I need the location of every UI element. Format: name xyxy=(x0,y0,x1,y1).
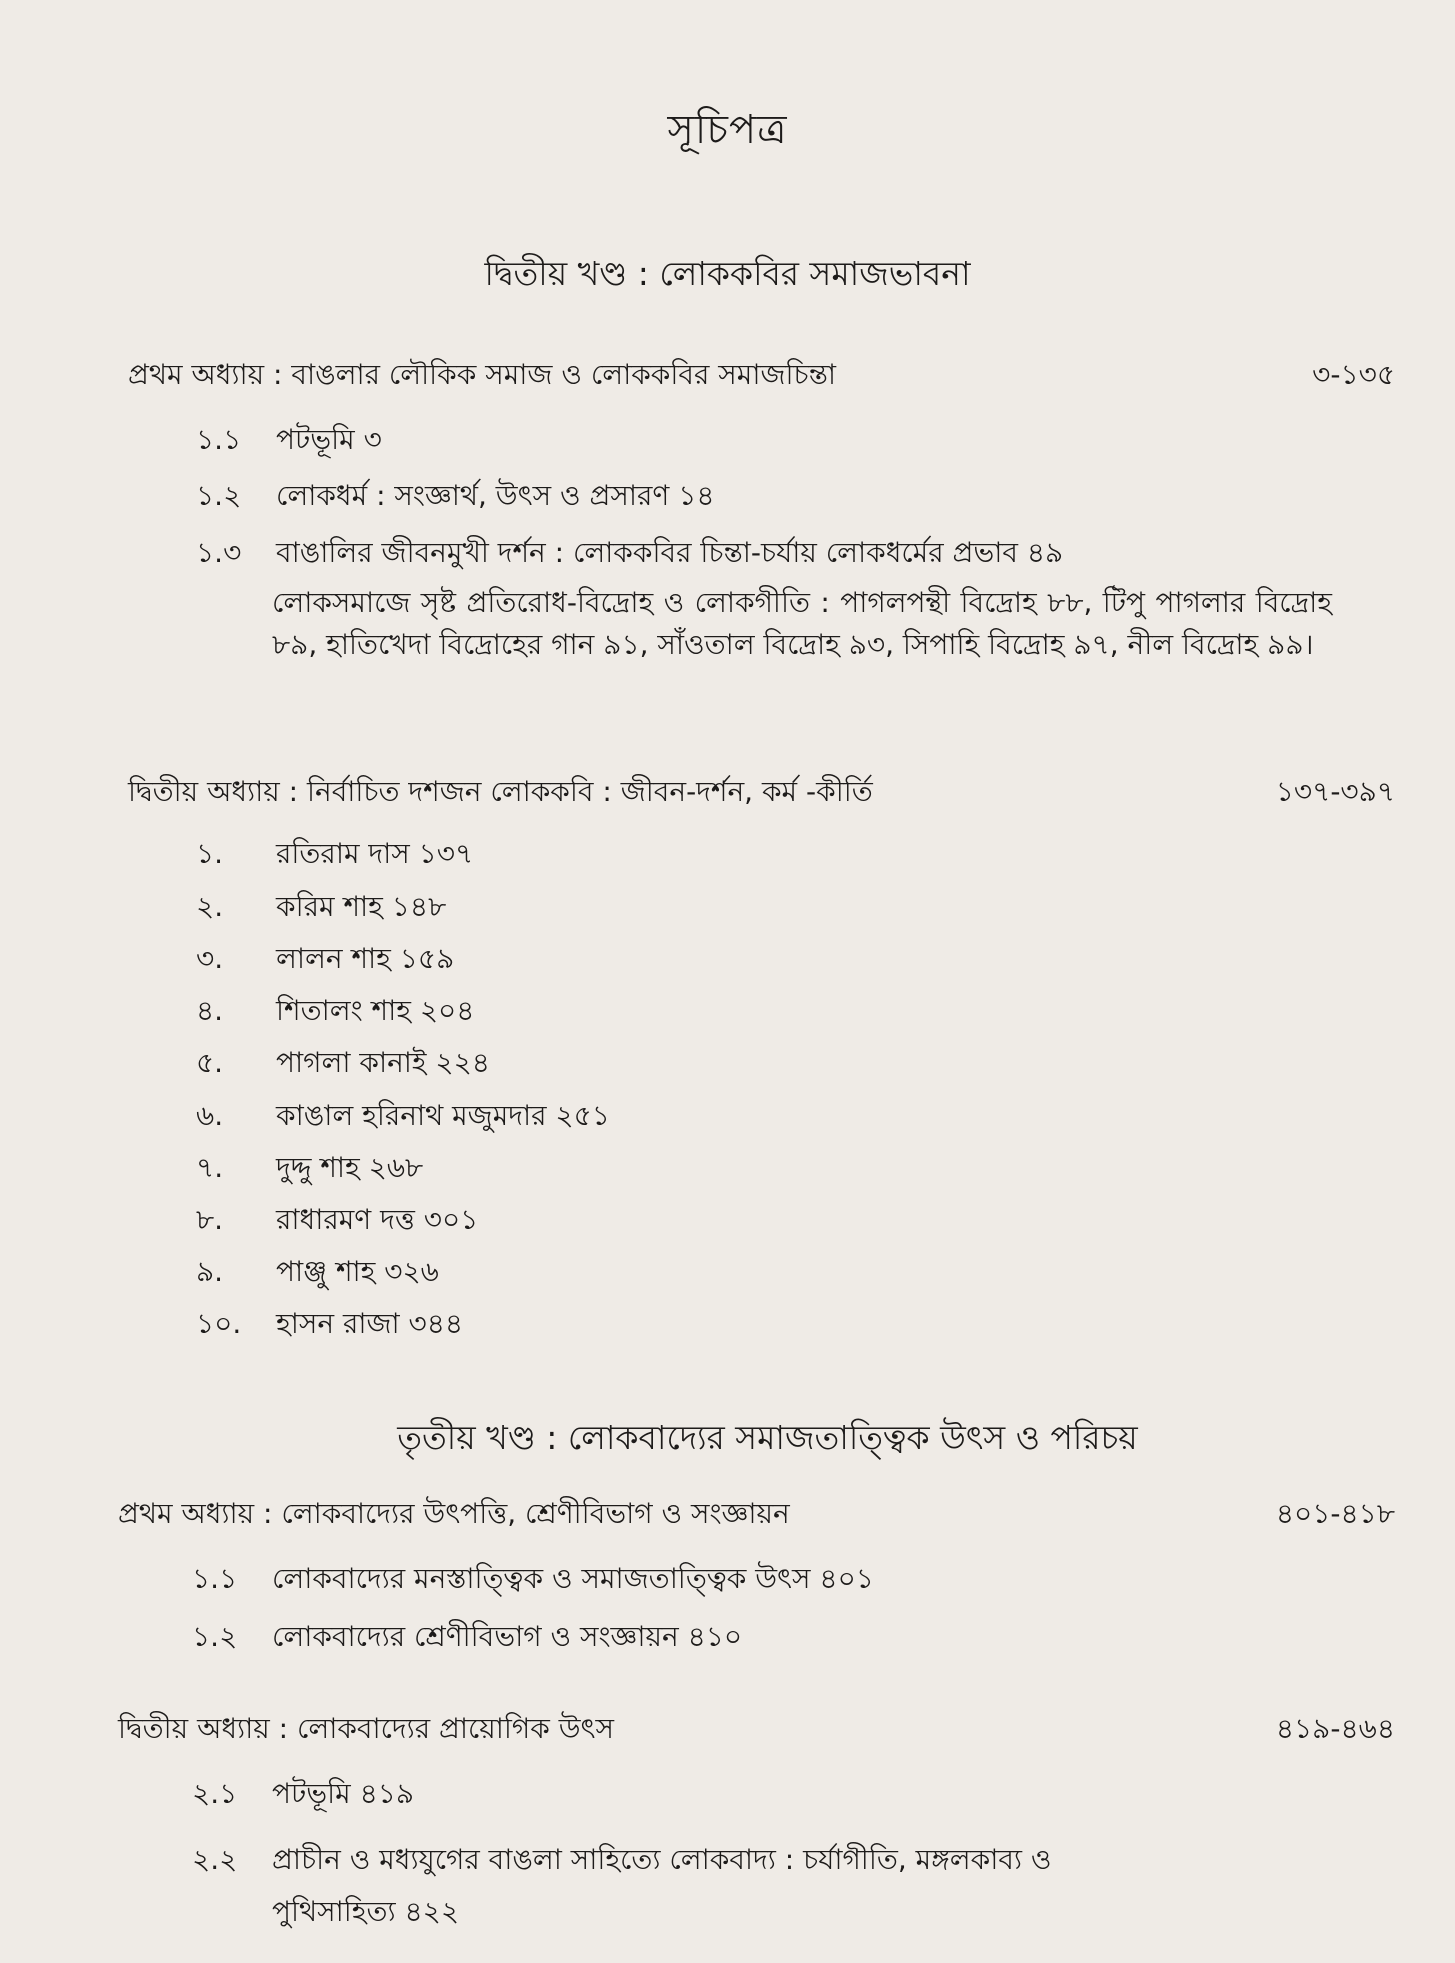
chapter-pages: ১৩৭-৩৯৭ xyxy=(1275,775,1395,808)
entry-number: ৮. xyxy=(196,1203,224,1236)
entry-text: পাঞ্জু শাহ ৩২৬ xyxy=(276,1255,439,1288)
chapter-pages: ৩-১৩৫ xyxy=(1312,358,1395,391)
entry-number: ২.১ xyxy=(192,1777,238,1810)
entry-number: ৩. xyxy=(196,942,224,975)
entry-number: ৫. xyxy=(196,1046,224,1079)
toc-entry-continuation xyxy=(272,1890,459,1937)
chapter-heading xyxy=(118,1492,1395,1539)
entry-number: ৯. xyxy=(196,1255,224,1288)
entry-number: ৪. xyxy=(196,994,224,1027)
entry-number: ১.৩ xyxy=(196,536,242,569)
entry-number: ৬. xyxy=(196,1099,224,1132)
entry-text: লোকবাদ্যের শ্রেণীবিভাগ ও সংজ্ঞায়ন ৪১০ xyxy=(272,1620,743,1653)
entry-text: হাসন রাজা ৩৪৪ xyxy=(276,1307,464,1340)
entry-text: লোকবাদ্যের মনস্তাত্ত্বিক ও সমাজতাত্ত্বিক উৎস ৪০১ xyxy=(272,1562,874,1595)
chapter-heading xyxy=(128,770,1395,817)
entry-number: ১. xyxy=(196,837,224,870)
chapter-title: দ্বিতীয় অধ্যায় : নির্বাচিত দশজন লোককবি : জীবন-দর্শন, কর্ম -কীর্তি xyxy=(128,775,873,808)
part-heading: তৃতীয় খণ্ড : লোকবাদ্যের সমাজতাত্ত্বিক উৎস ও পরিচয় xyxy=(397,1418,1138,1457)
chapter-title: প্রথম অধ্যায় : বাঙলার লৌকিক সমাজ ও লোককবির সমাজচিন্তা xyxy=(128,358,837,391)
chapter-title: দ্বিতীয় অধ্যায় : লোকবাদ্যের প্রায়োগিক উৎস xyxy=(118,1712,614,1745)
chapter-heading xyxy=(118,1707,1395,1754)
entry-number: ২. xyxy=(196,890,224,923)
entry-text: পটভূমি ৪১৯ xyxy=(272,1777,415,1810)
entry-text: লালন শাহ ১৫৯ xyxy=(276,942,455,975)
entry-paragraph: লোকসমাজে সৃষ্ট প্রতিরোধ-বিদ্রোহ ও লোকগীতি : পাগলপন্থী বিদ্রোহ ৮৮, টিপু পাগলার বিদ্রোহ ৮৯, হাতিখেদা বিদ্রোহের গান ৯১, সাঁওতাল বিদ্রোহ ৯৩, সিপাহি বিদ্রোহ ৯৭, নীল বিদ্রোহ ৯৯। xyxy=(272,586,1332,661)
entry-text: দুদ্দু শাহ ২৬৮ xyxy=(276,1151,424,1184)
chapter-title: প্রথম অধ্যায় : লোকবাদ্যের উৎপত্তি, শ্রেণীবিভাগ ও সংজ্ঞায়ন xyxy=(118,1497,790,1530)
entry-number: ১.১ xyxy=(196,423,242,456)
entry-text: পাগলা কানাই ২২৪ xyxy=(276,1046,490,1079)
entry-text: রাধারমণ দত্ত ৩০১ xyxy=(276,1203,479,1236)
entry-number: ১০. xyxy=(196,1307,242,1340)
entry-text: পটভূমি ৩ xyxy=(276,423,382,456)
entry-number: ১.২ xyxy=(196,479,242,512)
entry-text: লোকধর্ম : সংজ্ঞার্থ, উৎস ও প্রসারণ ১৪ xyxy=(276,479,715,512)
entry-number: ১.২ xyxy=(192,1620,238,1653)
part-heading: দ্বিতীয় খণ্ড : লোককবির সমাজভাবনা xyxy=(484,254,971,293)
entry-number: ২.২ xyxy=(192,1843,238,1876)
entry-number: ১.১ xyxy=(192,1562,238,1595)
chapter-pages: ৪০১-৪১৮ xyxy=(1275,1497,1395,1530)
chapter-pages: ৪১৯-৪৬৪ xyxy=(1275,1712,1395,1745)
entry-text: বাঙালির জীবনমুখী দর্শন : লোককবির চিন্তা-চর্যায় লোকধর্মের প্রভাব ৪৯ xyxy=(276,536,1064,569)
entry-text: কাঙাল হরিনাথ মজুমদার ২৫১ xyxy=(276,1099,610,1132)
entry-text: করিম শাহ ১৪৮ xyxy=(276,890,447,923)
chapter-heading xyxy=(128,353,1395,400)
entry-text: পুথিসাহিত্য ৪২২ xyxy=(272,1895,460,1928)
page-title: সূচিপত্র xyxy=(667,107,788,153)
entry-text: রতিরাম দাস ১৩৭ xyxy=(276,837,474,870)
entry-text: প্রাচীন ও মধ্যযুগের বাঙলা সাহিত্যে লোকবাদ্য : চর্যাগীতি, মঙ্গলকাব্য ও xyxy=(272,1843,1052,1876)
entry-number: ৭. xyxy=(196,1151,224,1184)
entry-text: শিতালং শাহ ২০৪ xyxy=(276,994,475,1027)
